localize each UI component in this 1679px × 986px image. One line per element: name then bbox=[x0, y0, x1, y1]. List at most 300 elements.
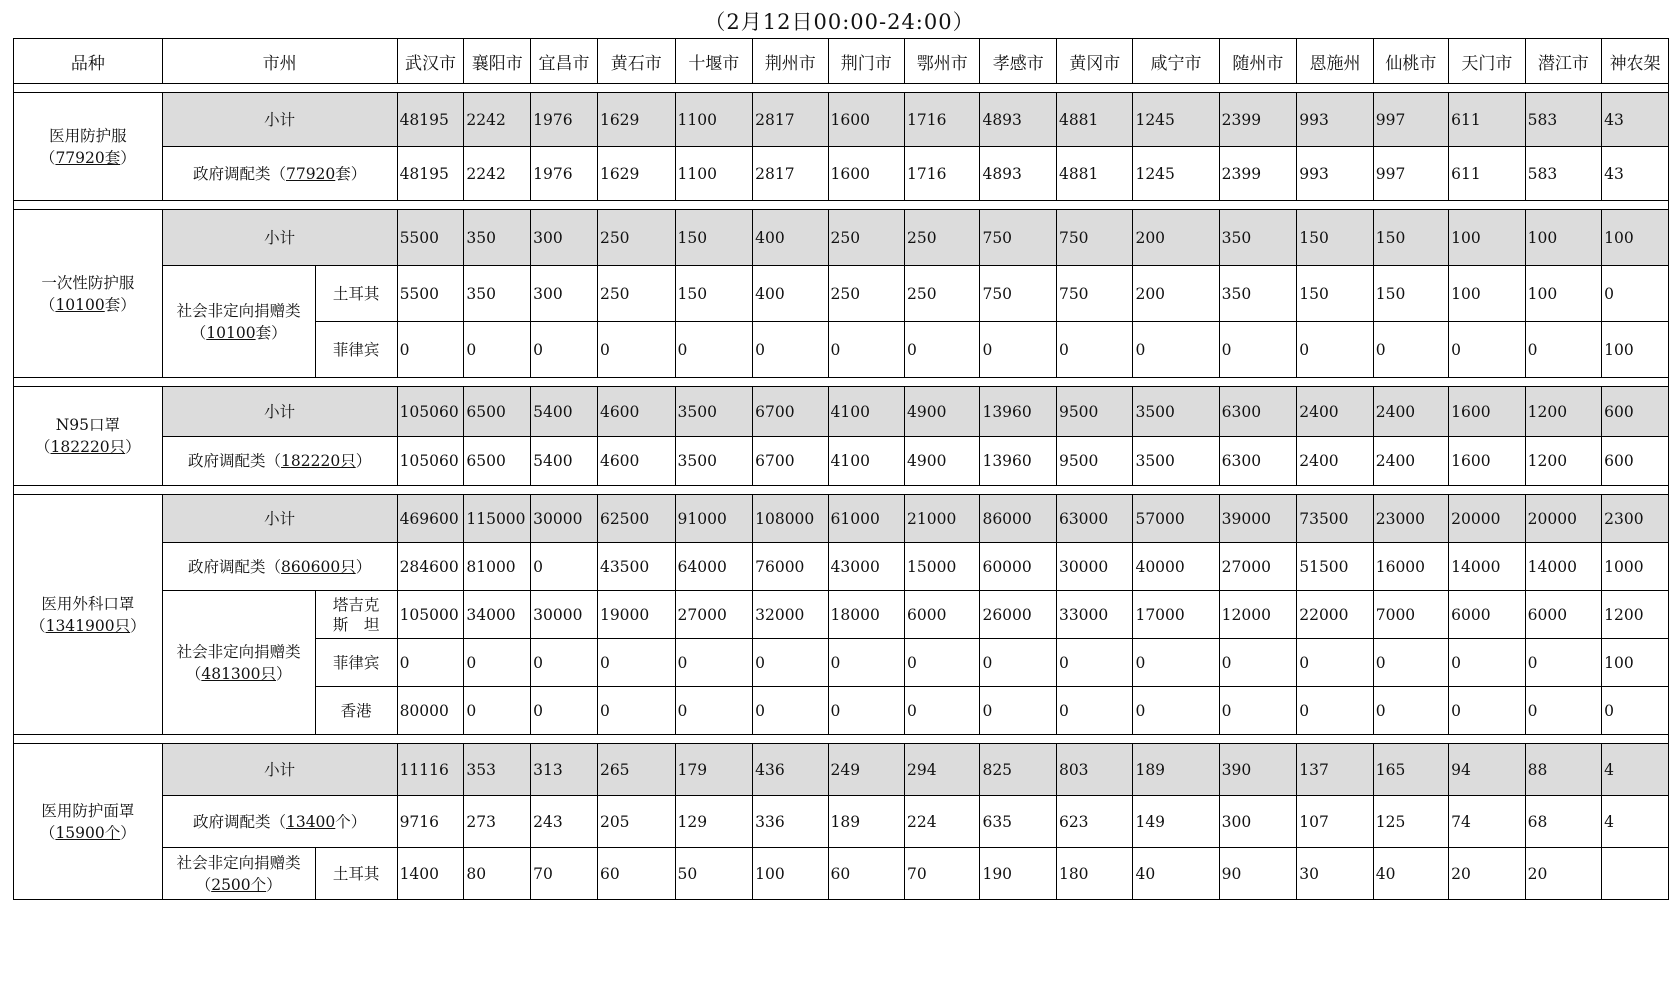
subtotal-row bbox=[14, 93, 1669, 147]
value-cell: 0 bbox=[1525, 322, 1602, 378]
value-cell: 16000 bbox=[1373, 543, 1448, 591]
value-cell: 0 bbox=[905, 687, 980, 735]
value-cell: 0 bbox=[1056, 322, 1133, 378]
text: 套） bbox=[335, 164, 367, 183]
text: （ bbox=[39, 295, 56, 314]
text: 套） bbox=[104, 295, 136, 314]
value-cell: 205 bbox=[597, 796, 675, 848]
value-cell: 70 bbox=[531, 848, 598, 900]
value-cell: 1100 bbox=[675, 93, 753, 147]
value-cell: 105060 bbox=[397, 437, 464, 486]
text: 医用防护面罩 bbox=[41, 801, 135, 820]
value-cell: 350 bbox=[1219, 210, 1297, 266]
value-cell: 6500 bbox=[464, 387, 531, 437]
gov-row bbox=[14, 796, 1669, 848]
value-cell: 4881 bbox=[1056, 147, 1133, 201]
donor-label: 土耳其 bbox=[315, 848, 397, 900]
value-cell: 20 bbox=[1525, 848, 1602, 900]
header-city: 十堰市 bbox=[675, 39, 753, 84]
value-cell bbox=[1602, 848, 1669, 900]
header-city: 宜昌市 bbox=[531, 39, 598, 84]
value-cell: 0 bbox=[531, 687, 598, 735]
category-cell bbox=[14, 210, 163, 378]
value-cell: 0 bbox=[1219, 322, 1297, 378]
value-cell: 0 bbox=[597, 322, 675, 378]
gov-label bbox=[162, 796, 397, 848]
donor-row bbox=[14, 591, 1669, 639]
value-cell: 48195 bbox=[397, 147, 464, 201]
header-city: 仙桃市 bbox=[1373, 39, 1448, 84]
donor-label bbox=[315, 591, 397, 639]
value-cell: 1000 bbox=[1602, 543, 1669, 591]
value-cell: 4893 bbox=[980, 147, 1057, 201]
value-cell: 997 bbox=[1373, 147, 1448, 201]
text: 182220只 bbox=[281, 452, 356, 470]
value-cell: 4900 bbox=[905, 387, 980, 437]
value-cell: 2242 bbox=[464, 93, 531, 147]
value-cell: 43 bbox=[1602, 147, 1669, 201]
value-cell: 583 bbox=[1525, 93, 1602, 147]
value-cell: 6000 bbox=[1449, 591, 1526, 639]
value-cell: 4100 bbox=[828, 437, 905, 486]
donation-group-cell: 社会非定向捐赠类 （10100套） bbox=[162, 266, 315, 378]
text: 个） bbox=[335, 812, 367, 831]
value-cell: 993 bbox=[1297, 93, 1374, 147]
value-cell: 400 bbox=[753, 210, 828, 266]
value-cell: 23000 bbox=[1373, 495, 1448, 543]
gov-row bbox=[14, 543, 1669, 591]
value-cell: 436 bbox=[753, 744, 828, 796]
value-cell: 189 bbox=[828, 796, 905, 848]
value-cell: 0 bbox=[980, 687, 1057, 735]
value-cell: 0 bbox=[905, 322, 980, 378]
value-cell: 57000 bbox=[1133, 495, 1219, 543]
value-cell: 100 bbox=[1525, 266, 1602, 322]
value-cell: 100 bbox=[1602, 210, 1669, 266]
value-cell: 1400 bbox=[397, 848, 464, 900]
header-region: 市州 bbox=[162, 39, 397, 84]
value-cell: 1245 bbox=[1133, 93, 1219, 147]
value-cell: 0 bbox=[1449, 322, 1526, 378]
value-cell: 250 bbox=[597, 210, 675, 266]
value-cell: 80000 bbox=[397, 687, 464, 735]
value-cell: 1600 bbox=[1449, 437, 1526, 486]
value-cell: 150 bbox=[1373, 210, 1448, 266]
value-cell: 284600 bbox=[397, 543, 464, 591]
text: 医用防护服 bbox=[49, 126, 127, 145]
value-cell: 0 bbox=[1373, 322, 1448, 378]
value-cell: 0 bbox=[753, 639, 828, 687]
value-cell: 100 bbox=[753, 848, 828, 900]
header-category: 品种 bbox=[14, 39, 163, 84]
subtotal-row bbox=[14, 387, 1669, 437]
value-cell: 249 bbox=[828, 744, 905, 796]
value-cell: 21000 bbox=[905, 495, 980, 543]
value-cell: 4100 bbox=[828, 387, 905, 437]
value-cell: 179 bbox=[675, 744, 753, 796]
value-cell: 165 bbox=[1373, 744, 1448, 796]
value-cell: 0 bbox=[1056, 687, 1133, 735]
value-cell: 0 bbox=[531, 543, 598, 591]
value-cell: 63000 bbox=[1056, 495, 1133, 543]
value-cell: 13960 bbox=[980, 437, 1057, 486]
value-cell: 150 bbox=[1297, 266, 1374, 322]
value-cell: 0 bbox=[531, 322, 598, 378]
value-cell: 469600 bbox=[397, 495, 464, 543]
value-cell: 3500 bbox=[1133, 387, 1219, 437]
value-cell: 81000 bbox=[464, 543, 531, 591]
value-cell: 50 bbox=[675, 848, 753, 900]
value-cell: 0 bbox=[753, 322, 828, 378]
value-cell: 13960 bbox=[980, 387, 1057, 437]
header-city: 黄冈市 bbox=[1056, 39, 1133, 84]
value-cell: 243 bbox=[531, 796, 598, 848]
value-cell: 33000 bbox=[1056, 591, 1133, 639]
value-cell: 200 bbox=[1133, 210, 1219, 266]
subtotal-label: 小计 bbox=[162, 387, 397, 437]
value-cell: 0 bbox=[1525, 639, 1602, 687]
text: 182220只 bbox=[50, 438, 126, 456]
value-cell: 18000 bbox=[828, 591, 905, 639]
value-cell: 1200 bbox=[1525, 387, 1602, 437]
header-city: 恩施州 bbox=[1297, 39, 1374, 84]
donor-label: 菲律宾 bbox=[315, 639, 397, 687]
value-cell: 125 bbox=[1373, 796, 1448, 848]
section-gap bbox=[14, 201, 1669, 210]
value-cell: 750 bbox=[1056, 210, 1133, 266]
subtotal-label: 小计 bbox=[162, 210, 397, 266]
value-cell: 0 bbox=[1219, 639, 1297, 687]
value-cell: 6300 bbox=[1219, 387, 1297, 437]
value-cell: 100 bbox=[1525, 210, 1602, 266]
value-cell: 300 bbox=[531, 266, 598, 322]
value-cell: 0 bbox=[464, 639, 531, 687]
value-cell: 91000 bbox=[675, 495, 753, 543]
value-cell: 2400 bbox=[1297, 437, 1374, 486]
value-cell: 0 bbox=[980, 639, 1057, 687]
value-cell: 0 bbox=[1373, 639, 1448, 687]
value-cell: 6000 bbox=[905, 591, 980, 639]
gov-row bbox=[14, 147, 1669, 201]
value-cell: 100 bbox=[1602, 322, 1669, 378]
category-cell bbox=[14, 93, 163, 201]
value-cell: 48195 bbox=[397, 93, 464, 147]
section-gap bbox=[14, 735, 1669, 744]
value-cell: 30000 bbox=[531, 591, 598, 639]
value-cell: 20000 bbox=[1525, 495, 1602, 543]
value-cell: 600 bbox=[1602, 387, 1669, 437]
value-cell: 0 bbox=[675, 639, 753, 687]
value-cell: 40 bbox=[1373, 848, 1448, 900]
value-cell: 12000 bbox=[1219, 591, 1297, 639]
value-cell: 9716 bbox=[397, 796, 464, 848]
value-cell: 0 bbox=[531, 639, 598, 687]
value-cell: 100 bbox=[1449, 210, 1526, 266]
header-city: 随州市 bbox=[1219, 39, 1297, 84]
value-cell: 27000 bbox=[1219, 543, 1297, 591]
value-cell: 750 bbox=[980, 266, 1057, 322]
value-cell: 0 bbox=[1133, 639, 1219, 687]
value-cell: 9500 bbox=[1056, 437, 1133, 486]
value-cell: 3500 bbox=[675, 387, 753, 437]
value-cell: 4600 bbox=[597, 387, 675, 437]
value-cell: 1600 bbox=[828, 93, 905, 147]
value-cell: 190 bbox=[980, 848, 1057, 900]
value-cell: 611 bbox=[1449, 93, 1526, 147]
value-cell: 30000 bbox=[531, 495, 598, 543]
value-cell: 100 bbox=[1449, 266, 1526, 322]
value-cell: 250 bbox=[828, 210, 905, 266]
text: 15900个 bbox=[55, 823, 121, 842]
value-cell: 2817 bbox=[753, 147, 828, 201]
header-city: 鄂州市 bbox=[905, 39, 980, 84]
value-cell: 350 bbox=[464, 210, 531, 266]
value-cell: 250 bbox=[828, 266, 905, 322]
value-cell: 4600 bbox=[597, 437, 675, 486]
section-gap bbox=[14, 378, 1669, 387]
value-cell: 6700 bbox=[753, 437, 828, 486]
value-cell: 4 bbox=[1602, 796, 1669, 848]
value-cell: 6300 bbox=[1219, 437, 1297, 486]
allocation-table bbox=[13, 38, 1669, 900]
text: 社会非定向捐赠类 bbox=[176, 853, 301, 872]
value-cell: 250 bbox=[905, 266, 980, 322]
value-cell: 11116 bbox=[397, 744, 464, 796]
value-cell: 273 bbox=[464, 796, 531, 848]
value-cell: 0 bbox=[1056, 639, 1133, 687]
text: 481300只 bbox=[201, 664, 277, 683]
value-cell: 0 bbox=[675, 687, 753, 735]
value-cell: 61000 bbox=[828, 495, 905, 543]
value-cell: 14000 bbox=[1525, 543, 1602, 591]
value-cell: 4 bbox=[1602, 744, 1669, 796]
value-cell: 313 bbox=[531, 744, 598, 796]
donor-label: 菲律宾 bbox=[315, 322, 397, 378]
value-cell: 993 bbox=[1297, 147, 1374, 201]
subtotal-label: 小计 bbox=[162, 495, 397, 543]
header-city: 荆州市 bbox=[753, 39, 828, 84]
value-cell: 150 bbox=[675, 266, 753, 322]
value-cell: 15000 bbox=[905, 543, 980, 591]
value-cell: 43500 bbox=[597, 543, 675, 591]
value-cell: 5400 bbox=[531, 387, 598, 437]
subtotal-row bbox=[14, 744, 1669, 796]
value-cell: 88 bbox=[1525, 744, 1602, 796]
value-cell: 600 bbox=[1602, 437, 1669, 486]
value-cell: 60 bbox=[828, 848, 905, 900]
value-cell: 294 bbox=[905, 744, 980, 796]
text: （ bbox=[39, 148, 56, 167]
subtotal-row bbox=[14, 495, 1669, 543]
value-cell: 1600 bbox=[828, 147, 905, 201]
value-cell: 0 bbox=[1297, 687, 1374, 735]
header-city: 荆门市 bbox=[828, 39, 905, 84]
value-cell: 2300 bbox=[1602, 495, 1669, 543]
value-cell: 0 bbox=[464, 687, 531, 735]
value-cell: 26000 bbox=[980, 591, 1057, 639]
category-cell: 医用防护面罩 （15900个） bbox=[14, 744, 163, 900]
value-cell: 250 bbox=[905, 210, 980, 266]
value-cell: 62500 bbox=[597, 495, 675, 543]
text: 10100 bbox=[55, 295, 105, 314]
value-cell: 60 bbox=[597, 848, 675, 900]
value-cell: 2399 bbox=[1219, 93, 1297, 147]
text: 77920 bbox=[285, 164, 336, 183]
value-cell: 2400 bbox=[1297, 387, 1374, 437]
value-cell: 1200 bbox=[1602, 591, 1669, 639]
value-cell: 623 bbox=[1056, 796, 1133, 848]
header-city: 孝感市 bbox=[980, 39, 1057, 84]
value-cell: 43000 bbox=[828, 543, 905, 591]
report-subtitle: （2月12日00:00-24:00） bbox=[704, 10, 975, 34]
value-cell: 0 bbox=[828, 687, 905, 735]
value-cell: 635 bbox=[980, 796, 1057, 848]
value-cell: 2242 bbox=[464, 147, 531, 201]
text: 政府调配类（ bbox=[192, 812, 286, 831]
value-cell: 0 bbox=[1133, 687, 1219, 735]
text: 政府调配类（ bbox=[188, 452, 282, 470]
donor-row bbox=[14, 266, 1669, 322]
value-cell: 0 bbox=[1297, 639, 1374, 687]
value-cell: 2400 bbox=[1373, 437, 1448, 486]
text: ） bbox=[355, 452, 372, 470]
value-cell: 30 bbox=[1297, 848, 1374, 900]
value-cell: 90 bbox=[1219, 848, 1297, 900]
value-cell: 750 bbox=[1056, 266, 1133, 322]
value-cell: 583 bbox=[1525, 147, 1602, 201]
value-cell: 1976 bbox=[531, 147, 598, 201]
value-cell: 2399 bbox=[1219, 147, 1297, 201]
value-cell: 20000 bbox=[1449, 495, 1526, 543]
value-cell: 0 bbox=[753, 687, 828, 735]
gov-label bbox=[162, 543, 397, 591]
text: 斯 坦 bbox=[332, 615, 380, 634]
value-cell: 1100 bbox=[675, 147, 753, 201]
text: 2500个 bbox=[211, 875, 267, 894]
value-cell: 105060 bbox=[397, 387, 464, 437]
value-cell: 19000 bbox=[597, 591, 675, 639]
text: 社会非定向捐赠类 bbox=[176, 642, 301, 661]
value-cell: 611 bbox=[1449, 147, 1526, 201]
value-cell: 300 bbox=[1219, 796, 1297, 848]
category-cell: 医用外科口罩 （1341900只） bbox=[14, 495, 163, 735]
header-city: 神农架 bbox=[1602, 39, 1669, 84]
donor-label: 香港 bbox=[315, 687, 397, 735]
value-cell: 750 bbox=[980, 210, 1057, 266]
value-cell: 224 bbox=[905, 796, 980, 848]
value-cell: 70 bbox=[905, 848, 980, 900]
value-cell: 64000 bbox=[675, 543, 753, 591]
text: 860600只 bbox=[281, 557, 356, 576]
header-row bbox=[14, 39, 1669, 84]
value-cell: 5500 bbox=[397, 266, 464, 322]
section-gap bbox=[14, 84, 1669, 93]
value-cell: 350 bbox=[464, 266, 531, 322]
header-city: 潜江市 bbox=[1525, 39, 1602, 84]
value-cell: 0 bbox=[1297, 322, 1374, 378]
value-cell: 0 bbox=[905, 639, 980, 687]
value-cell: 150 bbox=[1297, 210, 1374, 266]
text: 一次性防护服 bbox=[41, 273, 135, 292]
value-cell: 80 bbox=[464, 848, 531, 900]
value-cell: 825 bbox=[980, 744, 1057, 796]
value-cell: 4900 bbox=[905, 437, 980, 486]
text: 政府调配类（ bbox=[192, 164, 286, 183]
value-cell: 0 bbox=[828, 639, 905, 687]
value-cell: 0 bbox=[397, 322, 464, 378]
gov-label bbox=[162, 147, 397, 201]
value-cell: 1716 bbox=[905, 147, 980, 201]
header-city: 黄石市 bbox=[597, 39, 675, 84]
value-cell: 0 bbox=[828, 322, 905, 378]
value-cell: 0 bbox=[675, 322, 753, 378]
donation-group-cell: 社会非定向捐赠类 （481300只） bbox=[162, 591, 315, 735]
value-cell: 336 bbox=[753, 796, 828, 848]
value-cell: 108000 bbox=[753, 495, 828, 543]
value-cell: 32000 bbox=[753, 591, 828, 639]
text: ） bbox=[355, 557, 372, 576]
value-cell: 105000 bbox=[397, 591, 464, 639]
value-cell: 6500 bbox=[464, 437, 531, 486]
value-cell: 74 bbox=[1449, 796, 1526, 848]
donor-label: 土耳其 bbox=[315, 266, 397, 322]
subtotal-label: 小计 bbox=[162, 93, 397, 147]
value-cell: 27000 bbox=[675, 591, 753, 639]
value-cell: 6000 bbox=[1525, 591, 1602, 639]
value-cell: 1245 bbox=[1133, 147, 1219, 201]
value-cell: 0 bbox=[1373, 687, 1448, 735]
subtotal-row bbox=[14, 210, 1669, 266]
value-cell: 30000 bbox=[1056, 543, 1133, 591]
value-cell: 0 bbox=[1219, 687, 1297, 735]
value-cell: 1629 bbox=[597, 93, 675, 147]
value-cell: 0 bbox=[1525, 687, 1602, 735]
header-city: 武汉市 bbox=[397, 39, 464, 84]
donation-group-cell: 社会非定向捐赠类 （2500个） bbox=[162, 848, 315, 900]
text: ） bbox=[120, 148, 136, 167]
value-cell: 3500 bbox=[675, 437, 753, 486]
value-cell: 353 bbox=[464, 744, 531, 796]
value-cell: 115000 bbox=[464, 495, 531, 543]
value-cell: 0 bbox=[464, 322, 531, 378]
value-cell: 7000 bbox=[1373, 591, 1448, 639]
value-cell: 150 bbox=[1373, 266, 1448, 322]
value-cell: 4893 bbox=[980, 93, 1057, 147]
value-cell: 22000 bbox=[1297, 591, 1374, 639]
value-cell: 0 bbox=[1133, 322, 1219, 378]
value-cell: 390 bbox=[1219, 744, 1297, 796]
value-cell: 149 bbox=[1133, 796, 1219, 848]
value-cell: 39000 bbox=[1219, 495, 1297, 543]
value-cell: 0 bbox=[980, 322, 1057, 378]
value-cell: 1716 bbox=[905, 93, 980, 147]
text: N95口罩 bbox=[55, 416, 120, 434]
value-cell: 14000 bbox=[1449, 543, 1526, 591]
value-cell: 2817 bbox=[753, 93, 828, 147]
value-cell: 40000 bbox=[1133, 543, 1219, 591]
value-cell: 4881 bbox=[1056, 93, 1133, 147]
text: 13400 bbox=[285, 812, 336, 831]
gov-row bbox=[14, 437, 1669, 486]
value-cell: 51500 bbox=[1297, 543, 1374, 591]
text: 套） bbox=[255, 323, 287, 342]
value-cell: 803 bbox=[1056, 744, 1133, 796]
value-cell: 300 bbox=[531, 210, 598, 266]
text: 塔吉克 bbox=[332, 595, 380, 614]
value-cell: 265 bbox=[597, 744, 675, 796]
text: 医用外科口罩 bbox=[41, 594, 135, 613]
value-cell: 137 bbox=[1297, 744, 1374, 796]
